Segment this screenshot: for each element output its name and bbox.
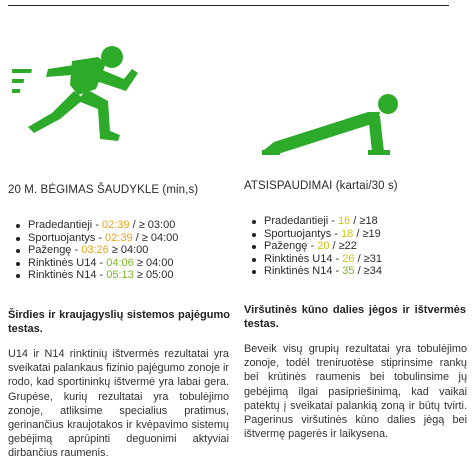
item-label: Sportuojantys - bbox=[264, 227, 342, 240]
list-item bbox=[244, 265, 382, 278]
list-item bbox=[8, 232, 178, 245]
item-label: Pradedantieji - bbox=[264, 215, 338, 227]
left-section-title: 20 M. BĖGIMAS ŠAUDYKLE (min,s) bbox=[8, 184, 199, 196]
item-norm: ≥ 05:00 bbox=[133, 269, 174, 282]
right-section-title: ATSISPAUDIMAI (kartai/30 s) bbox=[244, 180, 398, 192]
item-label: Pažengę - bbox=[28, 244, 82, 257]
pushup-icon bbox=[260, 88, 416, 156]
list-item bbox=[8, 257, 178, 270]
right-paragraph: Beveik visų grupių rezultatai yra tobulėjimo zonoje, todėl treniruotėse stiprinsime rankų bei krūtinės raumenis bei tobulinsime jų gebėjimą ilgai pasipriešinimą, kad vaikai patektų į sveikatai palankią zoną ir būtų tvirti. Pagerinus viršutinės kūno dalies jėgą bei ištvermę pagerės ir laikysena. bbox=[244, 343, 467, 441]
list-item bbox=[244, 228, 382, 241]
right-results-list bbox=[244, 215, 382, 278]
list-item bbox=[8, 244, 178, 257]
item-norm: / ≥19 bbox=[353, 227, 381, 240]
left-paragraph: U14 ir N14 rinktinių ištvermės rezultatai yra sveikatai palankaus fizinio pajėgumo zonoje ir rodo, kad sportininkų ištvermė yra labai gera. Grupėse, kurių rezultatai yra tobulėjimo zonoje, atliksime specialius pratimus, gerinančius kraujotakos ir kvėpavimo sistemų gebėjimą aprūpinti deguonimi aktyviai dirbančius raumenis. bbox=[8, 348, 229, 460]
left-heading: Širdies ir kraujagyslių sistemos pajėgumo testas. bbox=[8, 309, 230, 335]
item-value: 20 bbox=[317, 240, 330, 253]
item-norm: ≥ 04:00 bbox=[133, 256, 174, 269]
item-norm: / ≥34 bbox=[354, 265, 382, 278]
item-label: Pradedantieji - bbox=[28, 219, 102, 231]
item-norm: / ≥22 bbox=[329, 240, 357, 253]
item-label: Rinktinės U14 - bbox=[28, 256, 107, 269]
list-item bbox=[244, 240, 382, 253]
item-value: 03:26 bbox=[81, 244, 109, 257]
item-norm: / ≥18 bbox=[350, 215, 378, 227]
item-norm: / ≥ 03:00 bbox=[129, 219, 176, 231]
item-value: 35 bbox=[342, 265, 355, 278]
right-heading: Viršutinės kūno dalies jėgos ir ištvermės testas. bbox=[244, 304, 466, 330]
item-value: 02:39 bbox=[102, 219, 130, 231]
item-norm: ≥ 04:00 bbox=[108, 244, 149, 257]
left-results-list bbox=[8, 219, 178, 282]
sprinter-icon bbox=[12, 35, 140, 149]
item-norm: / ≥ 04:00 bbox=[132, 231, 179, 244]
list-item bbox=[244, 215, 382, 228]
item-label: Rinktinės U14 - bbox=[264, 252, 343, 265]
item-value: 26 bbox=[342, 252, 355, 265]
item-label: Sportuojantys - bbox=[28, 231, 106, 244]
list-item bbox=[8, 219, 178, 232]
item-value: 05:13 bbox=[106, 269, 134, 282]
item-value: 16 bbox=[338, 215, 351, 227]
list-item bbox=[8, 269, 178, 282]
item-norm: / ≥31 bbox=[354, 252, 382, 265]
item-label: Rinktinės N14 - bbox=[28, 269, 107, 282]
item-label: Rinktinės N14 - bbox=[264, 265, 343, 278]
item-value: 04:06 bbox=[106, 256, 134, 269]
item-value: 18 bbox=[341, 227, 354, 240]
top-divider bbox=[8, 5, 449, 6]
list-item bbox=[244, 253, 382, 266]
item-value: 02:39 bbox=[105, 231, 133, 244]
item-label: Pažengę - bbox=[264, 240, 318, 253]
